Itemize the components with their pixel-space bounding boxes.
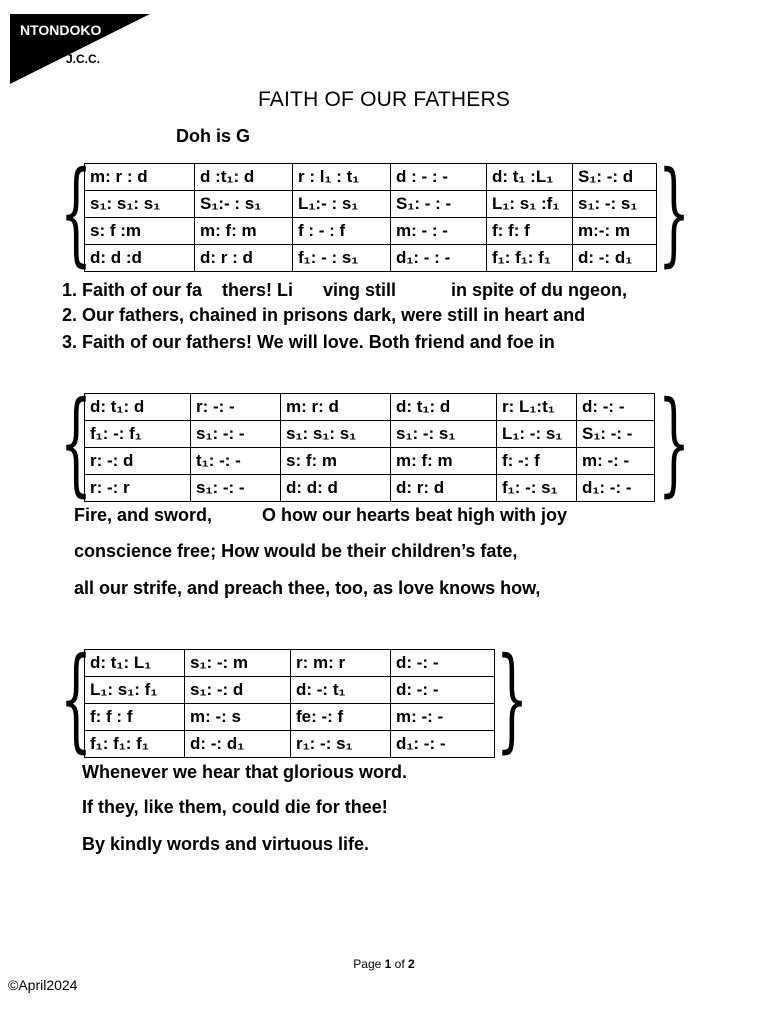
solfa-cell: d: t₁: d <box>391 394 497 421</box>
solfa-cell: f₁: f₁: f₁ <box>85 731 185 758</box>
solfa-row <box>85 448 655 475</box>
solfa-cell: s₁: -: - <box>191 421 281 448</box>
badge-line-2: J.C.C. <box>66 52 101 66</box>
solfa-row <box>85 245 657 272</box>
page-title: FAITH OF OUR FATHERS <box>257 88 511 111</box>
solfa-block-1 <box>60 148 691 278</box>
solfa-cell: s₁: -: s₁ <box>391 421 497 448</box>
solfa-cell: s₁: -: s₁ <box>573 191 657 218</box>
solfa-cell: m: r : d <box>85 164 195 191</box>
solfa-cell: r: -: - <box>191 394 281 421</box>
lyric-line: 3. Faith of our fathers! We will love. Both friend and foe in <box>62 332 555 352</box>
page-footer <box>0 957 768 971</box>
right-brace-icon: } <box>658 148 691 278</box>
solfa-cell: r: -: r <box>85 475 191 502</box>
copyright: ©April2024 <box>8 977 78 993</box>
solfa-cell: d: d :d <box>85 245 195 272</box>
solfa-cell: d: -: d₁ <box>573 245 657 272</box>
solfa-cell: m: r: d <box>281 394 391 421</box>
solfa-block-3 <box>60 634 529 764</box>
lyric-line: By kindly words and virtuous life. <box>82 834 370 854</box>
solfa-block-2 <box>60 378 691 508</box>
footer-middle: of <box>391 957 409 971</box>
solfa-cell: t₁: -: - <box>191 448 281 475</box>
solfa-table <box>84 393 655 502</box>
solfa-cell: d: -: - <box>391 650 495 677</box>
solfa-cell: L₁: s₁ :f₁ <box>487 191 573 218</box>
solfa-row <box>85 650 495 677</box>
solfa-cell: fe: -: f <box>291 704 391 731</box>
solfa-cell: d : - : - <box>391 164 487 191</box>
solfa-cell: S₁: -: d <box>573 164 657 191</box>
corner-badge <box>0 0 160 90</box>
footer-total-pages: 2 <box>408 957 415 971</box>
solfa-cell: L₁:- : s₁ <box>293 191 391 218</box>
solfa-cell: s₁: -: m <box>185 650 291 677</box>
solfa-row <box>85 731 495 758</box>
solfa-cell: S₁: -: - <box>577 421 655 448</box>
right-brace-icon: } <box>496 634 529 764</box>
key-signature: Doh is G <box>176 126 251 146</box>
solfa-row <box>85 421 655 448</box>
solfa-cell: f: f : f <box>85 704 185 731</box>
solfa-cell: s₁: -: d <box>185 677 291 704</box>
solfa-row <box>85 394 655 421</box>
lyric-line: conscience free; How would be their children’s fate, <box>74 541 518 561</box>
solfa-cell: r: -: d <box>85 448 191 475</box>
solfa-table <box>84 163 657 272</box>
solfa-cell: d: d: d <box>281 475 391 502</box>
badge-triangle-shape <box>0 0 160 90</box>
solfa-cell: m: - : - <box>391 218 487 245</box>
lyric-line: 2. Our fathers, chained in prisons dark, were still in heart and <box>62 305 586 325</box>
solfa-cell: L₁: -: s₁ <box>497 421 577 448</box>
solfa-cell: f₁: -: s₁ <box>497 475 577 502</box>
solfa-cell: d: r: d <box>391 475 497 502</box>
lyric-line: If they, like them, could die for thee! <box>82 797 388 817</box>
lyric-line: 1. Faith of our fa thers! Li ving still in spite of du ngeon, <box>62 280 628 300</box>
solfa-cell: m: f: m <box>391 448 497 475</box>
solfa-cell: L₁: s₁: f₁ <box>85 677 185 704</box>
left-brace-icon: { <box>60 634 93 764</box>
solfa-cell: m: -: - <box>391 704 495 731</box>
lyric-line: Fire, and sword, O how our hearts beat high with joy <box>74 505 568 525</box>
solfa-cell: f₁: - : s₁ <box>293 245 391 272</box>
solfa-cell: r : l₁ : t₁ <box>293 164 391 191</box>
solfa-cell: d₁: - : - <box>391 245 487 272</box>
solfa-cell: d: -: - <box>577 394 655 421</box>
footer-current-page: 1 <box>384 957 392 971</box>
solfa-cell: d: -: d₁ <box>185 731 291 758</box>
solfa-row <box>85 164 657 191</box>
solfa-cell: d: t₁ :L₁ <box>487 164 573 191</box>
left-brace-icon: { <box>60 378 93 508</box>
left-brace-icon: { <box>60 148 93 278</box>
solfa-cell: s₁: -: - <box>191 475 281 502</box>
solfa-row <box>85 475 655 502</box>
solfa-cell: d: t₁: d <box>85 394 191 421</box>
lyric-line: all our strife, and preach thee, too, as love knows how, <box>74 578 541 598</box>
solfa-cell: S₁: - : - <box>391 191 487 218</box>
solfa-table <box>84 649 495 758</box>
solfa-cell: d :t₁: d <box>195 164 293 191</box>
solfa-row <box>85 677 495 704</box>
solfa-row <box>85 218 657 245</box>
badge-line-1: NTONDOKO <box>20 22 102 38</box>
solfa-cell: m:-: m <box>573 218 657 245</box>
solfa-cell: s₁: s₁: s₁ <box>281 421 391 448</box>
solfa-cell: r: L₁:t₁ <box>497 394 577 421</box>
footer-prefix: Page <box>353 957 385 971</box>
solfa-cell: m: -: - <box>577 448 655 475</box>
solfa-cell: s: f :m <box>85 218 195 245</box>
solfa-cell: f: -: f <box>497 448 577 475</box>
solfa-cell: r: m: r <box>291 650 391 677</box>
right-brace-icon: } <box>658 378 691 508</box>
solfa-cell: s: f: m <box>281 448 391 475</box>
solfa-cell: S₁:- : s₁ <box>195 191 293 218</box>
solfa-cell: f : - : f <box>293 218 391 245</box>
solfa-cell: m: -: s <box>185 704 291 731</box>
solfa-cell: s₁: s₁: s₁ <box>85 191 195 218</box>
solfa-cell: f: f: f <box>487 218 573 245</box>
solfa-cell: d: -: - <box>391 677 495 704</box>
solfa-cell: r₁: -: s₁ <box>291 731 391 758</box>
solfa-row <box>85 704 495 731</box>
solfa-cell: f₁: f₁: f₁ <box>487 245 573 272</box>
lyric-line: Whenever we hear that glorious word. <box>82 762 408 782</box>
solfa-cell: d: t₁: L₁ <box>85 650 185 677</box>
solfa-row <box>85 191 657 218</box>
solfa-cell: d₁: -: - <box>391 731 495 758</box>
solfa-cell: m: f: m <box>195 218 293 245</box>
solfa-cell: d₁: -: - <box>577 475 655 502</box>
solfa-cell: f₁: -: f₁ <box>85 421 191 448</box>
solfa-cell: d: r : d <box>195 245 293 272</box>
solfa-cell: d: -: t₁ <box>291 677 391 704</box>
